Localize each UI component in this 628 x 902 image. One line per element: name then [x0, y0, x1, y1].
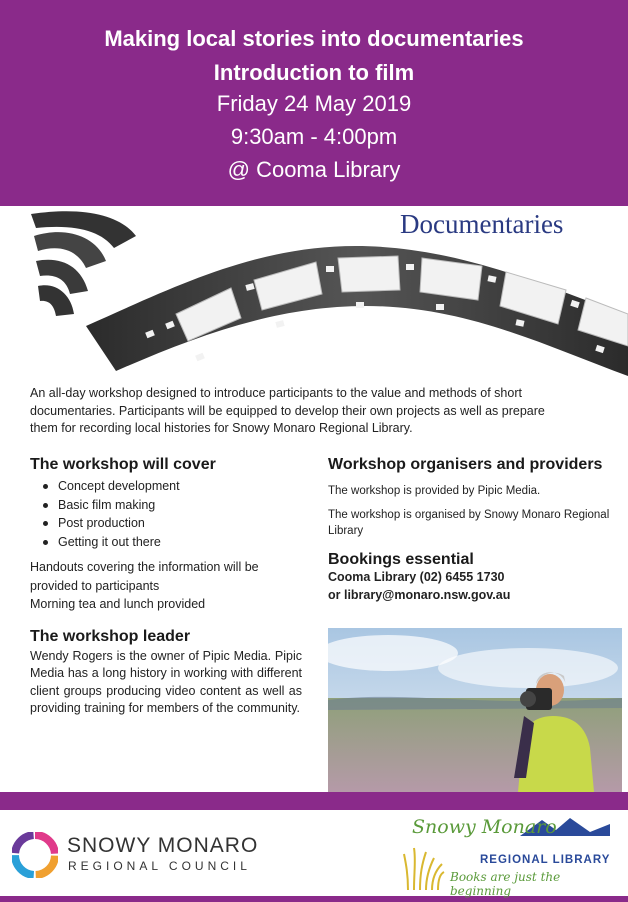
- purple-band: [0, 792, 628, 810]
- library-name: Snowy Monaro: [412, 816, 557, 838]
- handouts-line: provided to participants: [30, 578, 160, 593]
- event-subtitle: Introduction to film: [213, 60, 415, 85]
- intro-paragraph: [30, 385, 620, 438]
- catering-note: Morning tea and lunch provided: [30, 597, 206, 611]
- handouts-line: Handouts covering the information will be: [30, 560, 259, 574]
- organiser-text: The workshop is organised by Snowy Monaro Regional Library: [328, 509, 610, 537]
- list-item-label: Basic film making: [58, 497, 156, 512]
- event-time: 9:30am - 4:00pm: [230, 124, 398, 149]
- list-item: [30, 496, 302, 515]
- bookings-email: or library@monaro.nsw.gov.au: [328, 587, 511, 602]
- organisers-heading: Workshop organisers and providers: [328, 456, 603, 473]
- list-item: [30, 533, 302, 552]
- handouts-note: [30, 558, 302, 595]
- council-logo: [12, 828, 282, 883]
- cover-list: [30, 477, 302, 551]
- cover-heading: The workshop will cover: [30, 456, 216, 473]
- event-date: Friday 24 May 2019: [216, 91, 412, 116]
- documentaries-heading: Documentaries: [400, 209, 564, 239]
- leader-bio: Wendy Rogers is the owner of Pipic Media. Pipic Media has a long history in working with different client groups producing video content as well as providing training for members of the community.: [30, 648, 302, 715]
- council-subtitle: REGIONAL COUNCIL: [68, 859, 251, 873]
- right-column: [328, 456, 622, 604]
- bullet-icon: [43, 503, 48, 508]
- intro-line: An all-day workshop designed to introduce participants to the value and methods of short: [30, 386, 522, 400]
- grass-icon: [402, 844, 446, 890]
- bullet-icon: [43, 540, 48, 545]
- list-item-label: Getting it out there: [58, 534, 161, 549]
- event-header: [0, 0, 628, 206]
- videographer-photo: [328, 628, 622, 792]
- bookings-heading: Bookings essential: [328, 551, 474, 568]
- council-emblem-icon: [12, 832, 58, 878]
- list-item-label: Concept development: [58, 479, 180, 493]
- event-title: Making local stories into documentaries: [104, 26, 524, 51]
- provider-text: The workshop is provided by Pipic Media.: [328, 485, 541, 497]
- library-subtitle: REGIONAL LIBRARY: [480, 854, 611, 866]
- leader-heading: The workshop leader: [30, 627, 191, 645]
- list-item: [30, 514, 302, 533]
- council-name: SNOWY MONARO: [67, 834, 259, 857]
- library-tagline: Books are just the beginning: [450, 870, 561, 898]
- event-venue: @ Cooma Library: [227, 157, 401, 182]
- list-item-label: Post production: [58, 516, 145, 530]
- bookings-phone: Cooma Library (02) 6455 1730: [328, 570, 505, 584]
- left-column: [30, 456, 302, 718]
- bullet-icon: [43, 484, 48, 489]
- bullet-icon: [43, 521, 48, 526]
- intro-line: them for recording local histories for Snowy Monaro Regional Library.: [30, 421, 413, 435]
- library-logo: [400, 812, 615, 898]
- intro-line: documentaries. Participants will be equipped to develop their own projects as well as prepare: [30, 403, 545, 418]
- list-item: [30, 477, 302, 496]
